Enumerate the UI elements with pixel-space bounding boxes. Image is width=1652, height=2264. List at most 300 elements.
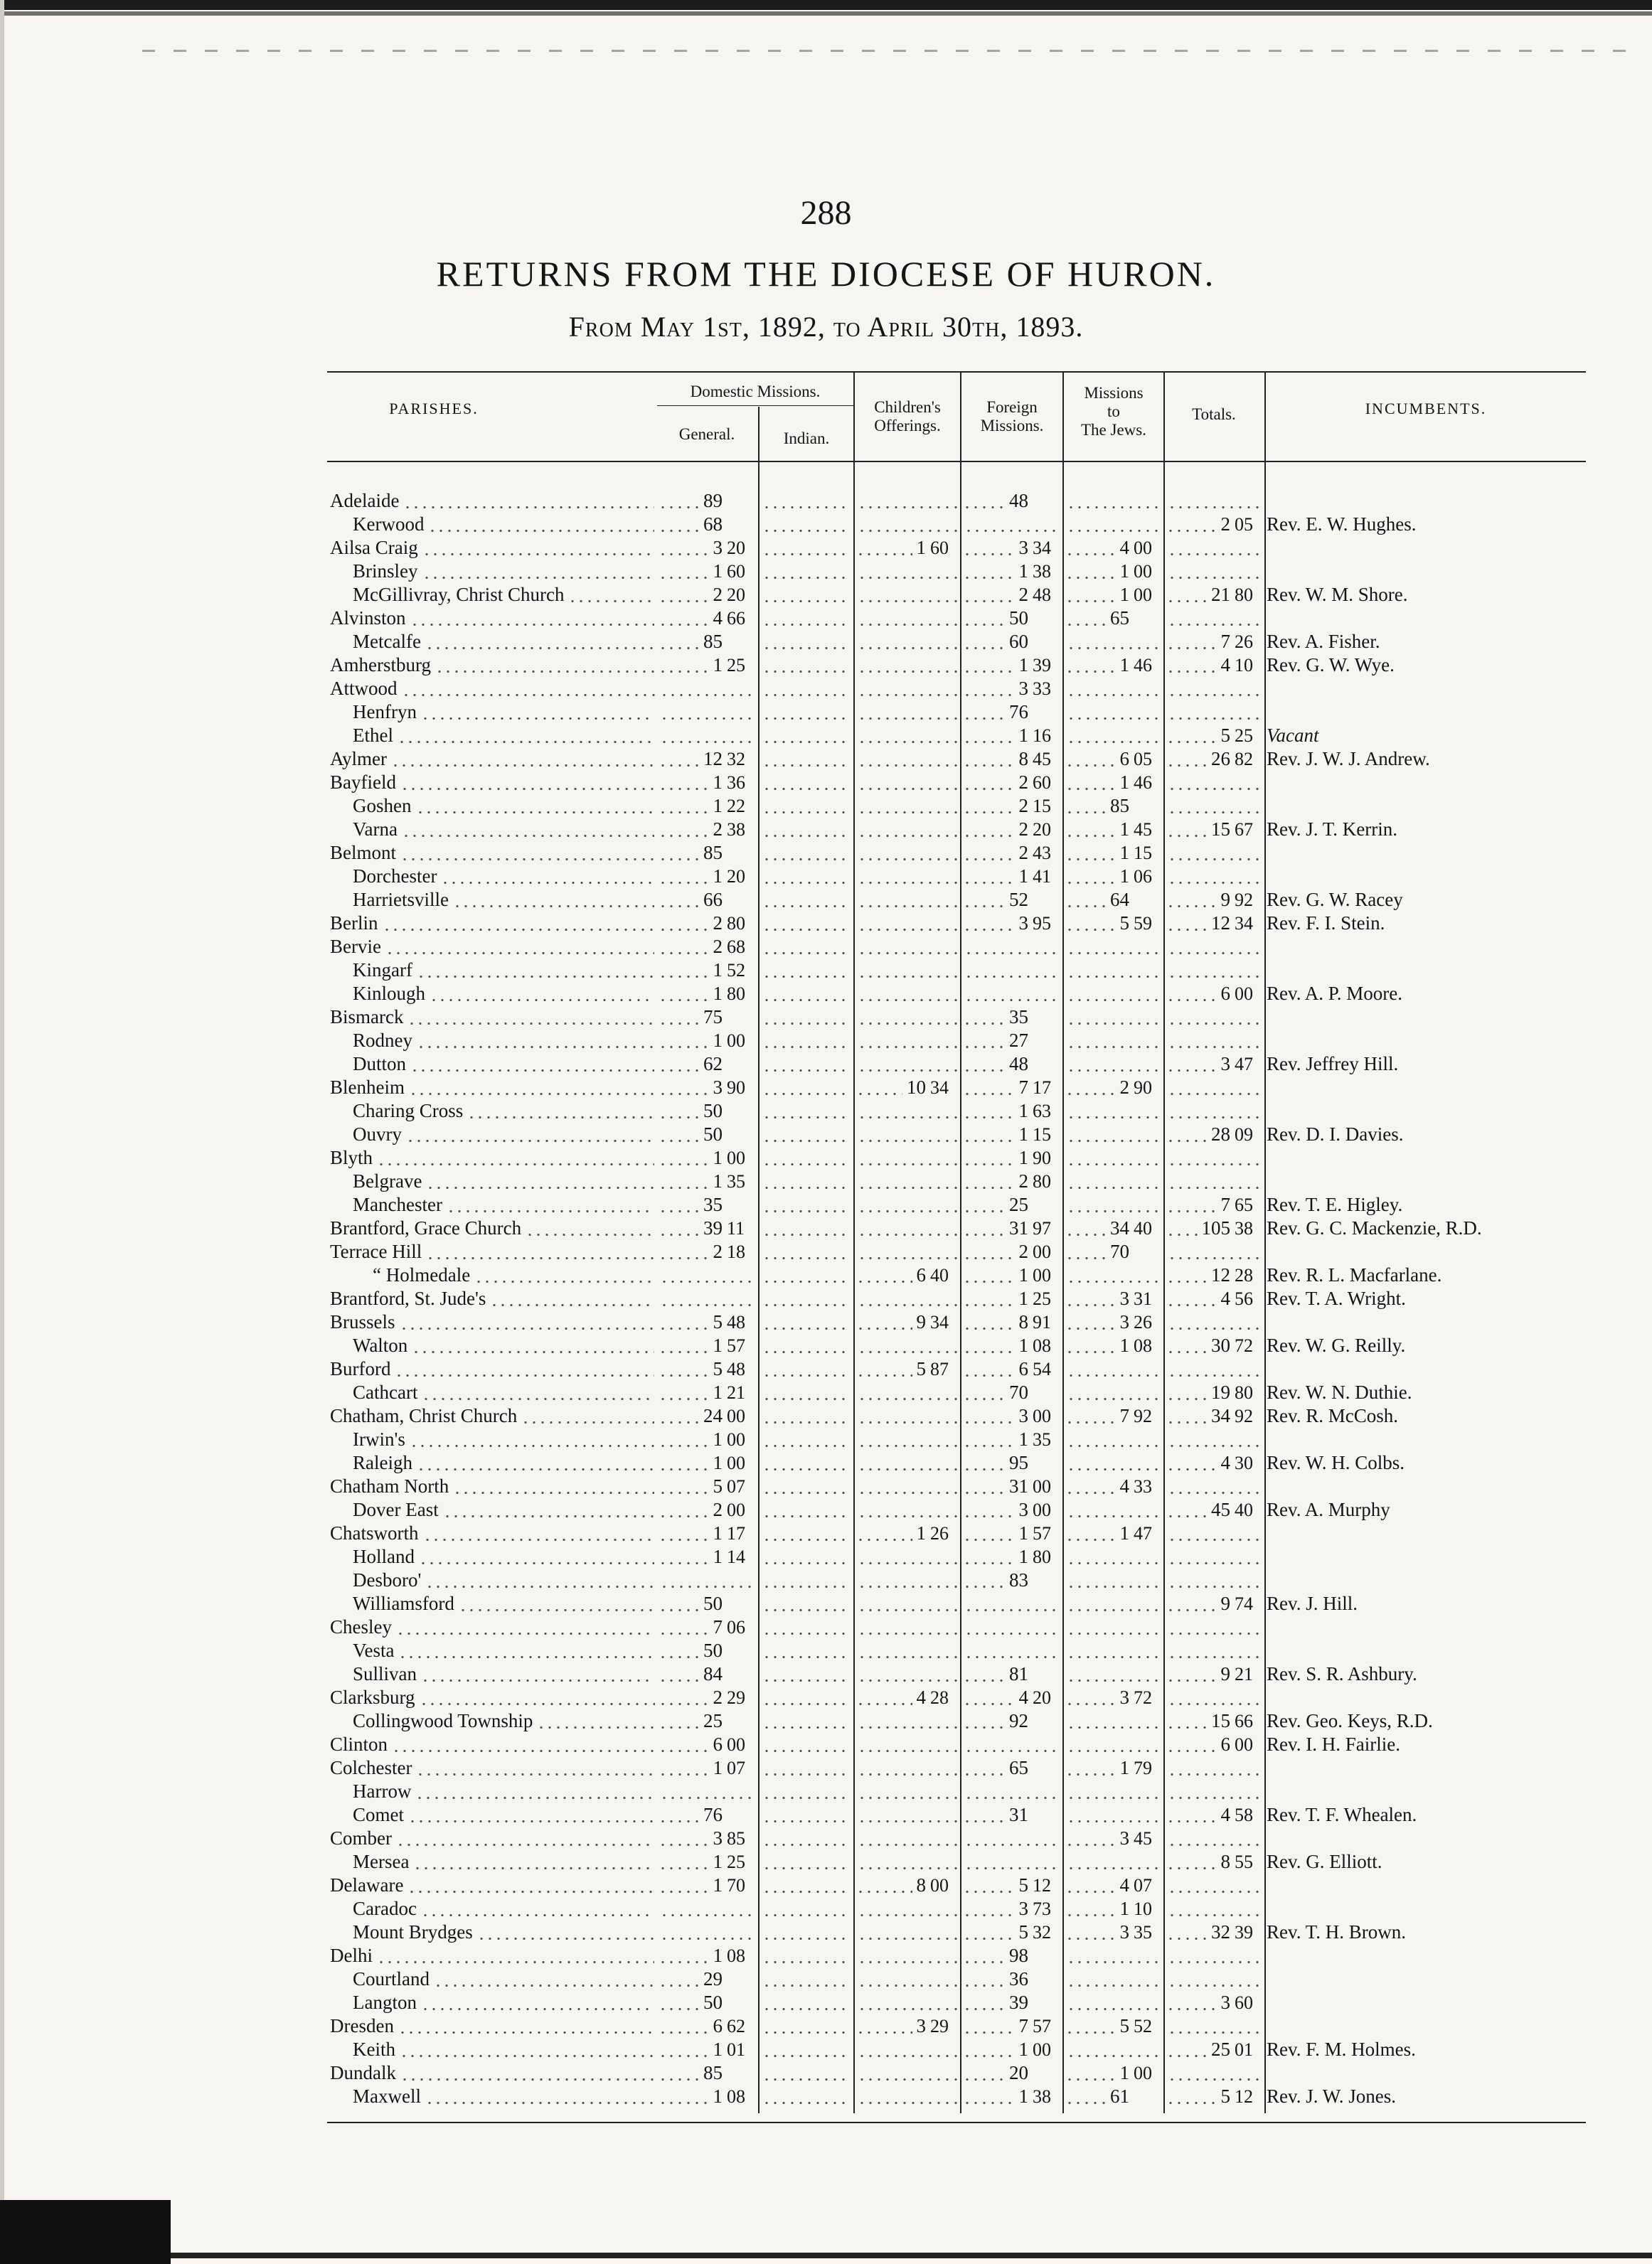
cell-jews xyxy=(1120,560,1163,583)
cell-dots xyxy=(762,1522,851,1545)
cell-total-dollars: 26 xyxy=(1211,748,1230,769)
cell-foreign xyxy=(1009,1944,1061,1967)
cell-foreign-dollars: 31 xyxy=(1009,1217,1028,1239)
parish-name: Bervie xyxy=(330,936,381,957)
cell-general xyxy=(703,1709,755,1733)
cell-dots xyxy=(1166,1803,1217,1827)
cell-dots xyxy=(1166,1921,1207,1944)
table-row xyxy=(0,583,1652,607)
parish-name: Blenheim xyxy=(330,1077,405,1098)
cell-general-cents: 25 xyxy=(727,655,745,676)
table-row xyxy=(0,1310,1652,1334)
cell-foreign xyxy=(1009,1217,1061,1240)
cell-general-cents: 00 xyxy=(727,1030,745,1051)
cell-dots xyxy=(762,1897,851,1921)
incumbent-name: Rev. G. W. Wye. xyxy=(1267,654,1395,676)
leader-dots xyxy=(421,1662,654,1686)
cell-total xyxy=(1211,1404,1263,1428)
cell-jews-dollars: 5 xyxy=(1119,912,1129,934)
cell-children xyxy=(917,1686,959,1709)
leader-dots xyxy=(402,818,654,841)
cell-foreign-cents: 33 xyxy=(1033,678,1051,699)
cell-dots xyxy=(1065,2014,1116,2038)
cell-foreign-dollars: 95 xyxy=(1009,1452,1028,1473)
cell-general-dollars: 50 xyxy=(703,1123,723,1145)
cell-total-dollars: 34 xyxy=(1211,1405,1230,1426)
cell-jews-dollars: 85 xyxy=(1110,795,1129,816)
cell-dots xyxy=(659,1874,709,1897)
cell-general-cents: 17 xyxy=(727,1523,745,1544)
cell-jews-dollars: 1 xyxy=(1119,1335,1129,1356)
cell-jews xyxy=(1120,1874,1163,1897)
cell-jews xyxy=(1120,536,1163,560)
cell-jews-cents: 72 xyxy=(1134,1687,1152,1708)
cell-dots xyxy=(1065,1686,1116,1709)
cell-general-dollars: 1 xyxy=(713,1851,723,1872)
parish-name: “ Holmedale xyxy=(373,1264,471,1286)
cell-dots xyxy=(762,513,851,536)
header-parishes: PARISHES. xyxy=(389,400,479,417)
cell-total-cents: 72 xyxy=(1235,1335,1253,1356)
parish-name: Metcalfe xyxy=(353,631,421,652)
cell-dots xyxy=(659,1475,709,1498)
cell-dots xyxy=(1166,1287,1217,1310)
cell-children-cents: 34 xyxy=(930,1312,949,1333)
cell-dots xyxy=(659,1850,709,1874)
cell-jews-dollars: 7 xyxy=(1119,1405,1129,1426)
incumbent-name: Rev. F. I. Stein. xyxy=(1267,912,1385,934)
cell-foreign xyxy=(1009,888,1061,912)
leader-dots xyxy=(526,1217,654,1240)
parish-name: Burford xyxy=(330,1358,391,1379)
cell-total-cents: 01 xyxy=(1235,2039,1253,2060)
leader-dots xyxy=(377,1146,654,1170)
cell-dots xyxy=(963,794,1015,818)
cell-foreign xyxy=(1009,1709,1061,1733)
cell-total-cents: 80 xyxy=(1235,1382,1253,1403)
table-row xyxy=(0,677,1652,700)
cell-general-dollars: 1 xyxy=(713,2086,723,2107)
cell-general-dollars: 2 xyxy=(713,1241,723,1262)
cell-dots xyxy=(858,818,957,841)
cell-foreign-dollars: 1 xyxy=(1018,1429,1028,1450)
cell-dots xyxy=(659,1803,699,1827)
cell-dots xyxy=(1067,1991,1161,2014)
cell-total xyxy=(1221,1991,1264,2014)
cell-dots xyxy=(1067,677,1161,700)
cell-foreign xyxy=(1019,1123,1062,1146)
cell-jews-cents: 46 xyxy=(1134,772,1152,793)
table-row xyxy=(0,1686,1652,1709)
cell-dots xyxy=(963,1005,1005,1029)
parish-name: Harrietsville xyxy=(353,889,449,910)
cell-jews-cents: 06 xyxy=(1134,866,1152,887)
cell-general-cents: 00 xyxy=(727,1429,745,1450)
cell-dots xyxy=(762,489,851,513)
cell-dots xyxy=(1065,1334,1116,1357)
cell-dots xyxy=(1067,1545,1161,1569)
cell-jews-cents: 08 xyxy=(1134,1335,1152,1356)
cell-foreign-cents: 20 xyxy=(1033,1687,1051,1708)
cell-dots xyxy=(1067,1264,1161,1287)
cell-dots xyxy=(762,2014,851,2038)
table-row xyxy=(0,1592,1652,1616)
cell-foreign xyxy=(1009,1052,1061,1076)
table-row xyxy=(0,607,1652,630)
cell-dots xyxy=(1065,865,1116,888)
cell-dots xyxy=(963,1029,1005,1052)
cell-dots xyxy=(1065,912,1116,935)
cell-dots xyxy=(659,1029,709,1052)
cell-jews xyxy=(1120,1686,1163,1709)
cell-dots xyxy=(1065,841,1116,865)
cell-total-dollars: 7 xyxy=(1220,1194,1230,1215)
leader-dots xyxy=(413,1850,654,1874)
cell-dots xyxy=(762,583,851,607)
table-row xyxy=(0,1850,1652,1874)
cell-dots xyxy=(856,1264,912,1287)
cell-jews-dollars: 1 xyxy=(1119,1757,1129,1778)
cell-foreign-cents: 00 xyxy=(1033,1500,1051,1520)
parish-name: Collingwood Township xyxy=(353,1710,533,1731)
cell-foreign-cents: 54 xyxy=(1033,1359,1051,1379)
cell-foreign-dollars: 2 xyxy=(1018,771,1028,793)
parish-name: Ethel xyxy=(353,725,393,746)
cell-dots xyxy=(762,1569,851,1592)
cell-general-dollars: 1 xyxy=(713,959,723,981)
incumbent-name: Rev. Jeffrey Hill. xyxy=(1267,1053,1399,1074)
cell-general xyxy=(713,771,756,794)
cell-dots xyxy=(1168,607,1262,630)
header-foreign-missions xyxy=(961,398,1062,435)
cell-foreign-dollars: 1 xyxy=(1018,1264,1028,1286)
cell-dots xyxy=(659,1686,709,1709)
parish-name: Colchester xyxy=(330,1757,412,1778)
cell-foreign xyxy=(1009,1662,1061,1686)
table-row xyxy=(0,2061,1652,2085)
cell-total-cents: 30 xyxy=(1235,1453,1253,1473)
cell-general-dollars: 1 xyxy=(713,1546,723,1567)
cell-foreign xyxy=(1019,1287,1062,1310)
cell-dots xyxy=(1065,1287,1116,1310)
cell-foreign-dollars: 36 xyxy=(1009,1968,1028,1990)
cell-foreign xyxy=(1019,2038,1062,2061)
cell-children xyxy=(907,1076,959,1099)
cell-dots xyxy=(659,1193,699,1217)
cell-foreign-cents: 00 xyxy=(1033,1265,1051,1286)
cell-dots xyxy=(762,1264,851,1287)
cell-jews xyxy=(1120,1076,1163,1099)
cell-children-dollars: 10 xyxy=(907,1077,926,1098)
cell-dots xyxy=(762,1428,851,1451)
cell-general xyxy=(713,1616,756,1639)
leader-dots xyxy=(407,1874,654,1897)
cell-dots xyxy=(1166,1052,1217,1076)
cell-total xyxy=(1211,1709,1263,1733)
leader-dots xyxy=(395,1357,654,1381)
cell-dots xyxy=(964,1850,1060,1874)
cell-dots xyxy=(1168,841,1262,865)
cell-dots xyxy=(1168,1099,1262,1123)
cell-general xyxy=(713,1146,756,1170)
cell-dots xyxy=(963,1240,1015,1264)
cell-general-cents: 20 xyxy=(727,866,745,887)
cell-foreign xyxy=(1019,1146,1062,1170)
cell-general-dollars: 35 xyxy=(703,1194,723,1215)
cell-jews-dollars: 3 xyxy=(1119,1827,1129,1849)
cell-dots xyxy=(963,489,1005,513)
cell-general-cents: 01 xyxy=(727,2039,745,2060)
cell-dots xyxy=(963,1967,1005,1991)
parish-name: Courtland xyxy=(353,1968,430,1990)
cell-dots xyxy=(963,583,1015,607)
cell-dots xyxy=(762,1287,851,1310)
cell-total-cents: 74 xyxy=(1235,1593,1253,1614)
cell-dots xyxy=(963,653,1015,677)
cell-dots xyxy=(762,2061,851,2085)
cell-dots xyxy=(1067,630,1161,653)
parish-name: Brantford, St. Jude's xyxy=(330,1288,486,1309)
cell-dots xyxy=(659,1944,709,1967)
parish-name: Chatham North xyxy=(330,1475,449,1497)
cell-dots xyxy=(1166,818,1207,841)
cell-dots xyxy=(858,1803,957,1827)
parish-name: Dover East xyxy=(353,1499,439,1520)
cell-general-dollars: 50 xyxy=(703,1100,723,1121)
cell-dots xyxy=(1168,560,1262,583)
cell-dots xyxy=(762,1404,851,1428)
parish-name: Adelaide xyxy=(330,490,400,511)
cell-jews-dollars: 3 xyxy=(1119,1687,1129,1708)
cell-total xyxy=(1211,1334,1263,1357)
cell-general-dollars: 62 xyxy=(703,1053,723,1074)
parish-name: Chatsworth xyxy=(330,1522,419,1544)
cell-dots xyxy=(963,724,1015,747)
cell-dots xyxy=(1067,513,1161,536)
leader-dots xyxy=(400,841,654,865)
cell-dots xyxy=(1166,1662,1217,1686)
incumbent-name: Rev. J. W. Jones. xyxy=(1267,2086,1397,2107)
cell-general-cents: 11 xyxy=(727,1218,745,1239)
cell-dots xyxy=(1067,1099,1161,1123)
cell-total xyxy=(1221,1803,1264,1827)
cell-jews xyxy=(1120,1756,1163,1780)
cell-dots xyxy=(762,818,851,841)
cell-dots xyxy=(1168,1076,1262,1099)
cell-general-dollars: 5 xyxy=(713,1358,723,1379)
cell-foreign-dollars: 98 xyxy=(1009,1945,1028,1966)
cell-dots xyxy=(659,1404,699,1428)
cell-children-dollars: 1 xyxy=(916,537,926,558)
cell-foreign-cents: 00 xyxy=(1033,1242,1051,1262)
cell-children-cents: 29 xyxy=(930,2016,949,2036)
cell-dots xyxy=(659,1827,709,1850)
cell-jews-dollars: 1 xyxy=(1119,842,1129,863)
cell-dots xyxy=(762,1686,851,1709)
parish-name: Chatham, Christ Church xyxy=(330,1405,518,1426)
leader-dots xyxy=(402,677,655,700)
leader-dots xyxy=(400,2038,654,2061)
cell-dots xyxy=(1067,1850,1161,1874)
parish-name: Clarksburg xyxy=(330,1687,415,1708)
cell-general-dollars: 2 xyxy=(713,584,723,605)
cell-total-cents: 82 xyxy=(1235,749,1253,769)
cell-jews-dollars: 1 xyxy=(1119,771,1129,793)
cell-foreign-dollars: 1 xyxy=(1018,2039,1028,2060)
cell-dots xyxy=(660,677,754,700)
cell-foreign-dollars: 1 xyxy=(1018,1288,1028,1309)
cell-jews-dollars: 70 xyxy=(1110,1241,1129,1262)
cell-dots xyxy=(762,1475,851,1498)
cell-total-cents: 39 xyxy=(1235,1922,1253,1943)
cell-jews-dollars: 3 xyxy=(1119,1921,1129,1943)
cell-dots xyxy=(964,982,1060,1005)
cell-dots xyxy=(762,1240,851,1264)
cell-total-dollars: 3 xyxy=(1220,1053,1230,1074)
leader-dots xyxy=(420,1686,655,1709)
cell-total xyxy=(1221,1451,1264,1475)
cell-children xyxy=(917,1310,959,1334)
cell-general xyxy=(703,1991,755,2014)
cell-foreign xyxy=(1019,865,1062,888)
incumbent-name: Rev. S. R. Ashbury. xyxy=(1267,1663,1417,1684)
cell-total xyxy=(1221,1850,1264,1874)
cell-dots xyxy=(1067,489,1161,513)
header-childrens-line1: Children's xyxy=(874,398,941,416)
cell-dots xyxy=(659,1616,709,1639)
parish-name: Henfryn xyxy=(353,701,417,722)
cell-dots xyxy=(963,1662,1005,1686)
cell-foreign-cents: 20 xyxy=(1033,819,1051,840)
cell-foreign-dollars: 7 xyxy=(1018,1077,1028,1098)
cell-dots xyxy=(659,1428,709,1451)
cell-dots xyxy=(1065,1404,1116,1428)
parish-name: Kingarf xyxy=(353,959,412,981)
cell-dots xyxy=(762,1850,851,1874)
table-row xyxy=(0,1193,1652,1217)
table-row xyxy=(0,1076,1652,1099)
cell-dots xyxy=(762,1592,851,1616)
incumbent-name: Rev. W. G. Reilly. xyxy=(1267,1335,1406,1356)
cell-jews xyxy=(1120,1287,1163,1310)
cell-foreign-cents: 15 xyxy=(1033,796,1051,816)
incumbent-name: Rev. W. M. Shore. xyxy=(1267,584,1408,605)
cell-jews-cents: 00 xyxy=(1134,538,1152,558)
parish-name: Varna xyxy=(353,818,398,840)
cell-foreign-cents: 25 xyxy=(1033,1288,1051,1309)
cell-dots xyxy=(963,677,1015,700)
cell-dots xyxy=(1168,1146,1262,1170)
cell-total-cents: 47 xyxy=(1235,1054,1253,1074)
cell-general-dollars: 1 xyxy=(713,1757,723,1778)
cell-general-cents: 35 xyxy=(727,1171,745,1192)
cell-dots xyxy=(1065,583,1116,607)
cell-general-dollars: 1 xyxy=(713,983,723,1004)
cell-children-dollars: 9 xyxy=(916,1311,926,1333)
cell-foreign-dollars: 1 xyxy=(1018,865,1028,887)
cell-general-dollars: 85 xyxy=(703,631,723,652)
table-row xyxy=(0,1123,1652,1146)
table-row xyxy=(0,1099,1652,1123)
cell-total xyxy=(1211,1264,1263,1287)
cell-general-dollars: 2 xyxy=(713,912,723,934)
incumbent-name: Rev. I. H. Fairlie. xyxy=(1267,1734,1400,1755)
cell-dots xyxy=(1067,1170,1161,1193)
cell-jews-dollars: 34 xyxy=(1110,1217,1129,1239)
cell-jews-dollars: 1 xyxy=(1119,1898,1129,1919)
cell-general-cents: 00 xyxy=(727,1734,745,1755)
cell-general-dollars: 89 xyxy=(703,490,723,511)
cell-total-dollars: 4 xyxy=(1220,654,1230,676)
cell-general xyxy=(713,1522,756,1545)
cell-foreign xyxy=(1019,818,1062,841)
parish-name: Sullivan xyxy=(353,1663,417,1684)
incumbent-name: Rev. E. W. Hughes. xyxy=(1267,513,1417,535)
table-rule-bottom xyxy=(327,2122,1586,2123)
table-row xyxy=(0,1170,1652,1193)
cell-jews xyxy=(1120,1334,1163,1357)
cell-foreign xyxy=(1019,1170,1062,1193)
leader-dots xyxy=(417,959,654,982)
cell-jews-cents: 92 xyxy=(1134,1406,1152,1426)
cell-dots xyxy=(1065,888,1106,912)
scan-border-bottom xyxy=(0,2200,171,2264)
cell-general xyxy=(713,1428,756,1451)
cell-general xyxy=(713,583,756,607)
cell-foreign-dollars: 31 xyxy=(1009,1804,1028,1825)
cell-foreign xyxy=(1019,2085,1062,2108)
cell-children-cents: 40 xyxy=(930,1265,949,1286)
cell-dots xyxy=(858,1029,957,1052)
leader-dots xyxy=(474,1264,654,1287)
cell-dots xyxy=(660,1897,754,1921)
leader-dots xyxy=(422,560,655,583)
cell-dots xyxy=(1166,982,1217,1005)
cell-foreign-cents: 91 xyxy=(1033,1312,1051,1333)
table-row xyxy=(0,1357,1652,1381)
cell-dots xyxy=(762,1921,851,1944)
header-childrens-line2: Offerings. xyxy=(874,417,941,434)
cell-dots xyxy=(1067,1780,1161,1803)
cell-total-cents: 28 xyxy=(1235,1265,1253,1286)
parish-name: Delhi xyxy=(330,1945,373,1966)
cell-dots xyxy=(1166,1592,1217,1616)
cell-foreign-dollars: 2 xyxy=(1018,818,1028,840)
cell-dots xyxy=(1065,1475,1116,1498)
cell-general-dollars: 1 xyxy=(713,795,723,816)
parish-name: Bismarck xyxy=(330,1006,404,1027)
cell-dots xyxy=(856,1874,912,1897)
cell-total-dollars: 5 xyxy=(1220,725,1230,746)
cell-dots xyxy=(858,677,957,700)
cell-dots xyxy=(858,1967,957,1991)
cell-dots xyxy=(1067,1146,1161,1170)
cell-dots xyxy=(1166,1334,1207,1357)
cell-foreign xyxy=(1009,1803,1061,1827)
table-row xyxy=(0,747,1652,771)
cell-foreign-cents: 48 xyxy=(1033,584,1051,605)
cell-dots xyxy=(963,1099,1015,1123)
cell-dots xyxy=(963,607,1005,630)
cell-dots xyxy=(858,1921,957,1944)
cell-total-cents: 67 xyxy=(1235,819,1253,840)
cell-foreign-dollars: 20 xyxy=(1009,2062,1028,2083)
cell-dots xyxy=(762,865,851,888)
table-row xyxy=(0,1662,1652,1686)
leader-dots xyxy=(425,2085,654,2108)
cell-dots xyxy=(963,1874,1015,1897)
cell-dots xyxy=(858,1381,957,1404)
